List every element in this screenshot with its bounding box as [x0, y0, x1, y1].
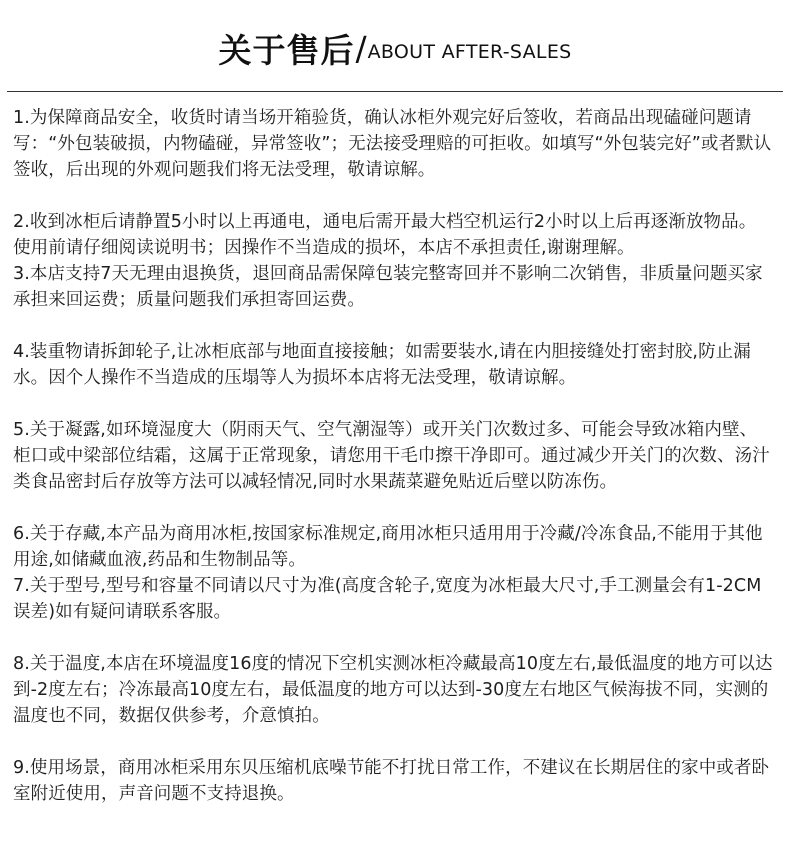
title-separator: /: [355, 28, 367, 68]
policy-item-1: 1.为保障商品安全，收货时请当场开箱验货，确认冰柜外观完好后签收，若商品出现磕碰问题请写：“外包装破损，内物磕碰，异常签收”；无法接受理赔的可拒收。如填写“外包装完好”或者默认签收，后出现的外观问题我们将无法受理，敬请谅解。: [13, 108, 772, 180]
policy-item-3: 3.本店支持7天无理由退换货，退回商品需保障包装完整寄回并不影响二次销售，非质量问题买家承担来回运费；质量问题我们承担寄回运费。: [13, 264, 763, 310]
policy-item-6: 6.关于存藏,本产品为商用冰柜,按国家标准规定,商用冰柜只适用用于冷藏/冷冻食品,不能用于其他用途,如储藏血液,药品和生物制品等。: [13, 524, 763, 570]
policy-item-4: 4.装重物请拆卸轮子,让冰柜底部与地面直接接触；如需要装水,请在内胆接缝处打密封胶,防止漏水。因个人操作不当造成的压塌等人为损坏本店将无法受理，敬请谅解。: [13, 342, 751, 388]
policy-item-9: 9.使用场景，商用冰柜采用东贝压缩机底噪节能不打扰日常工作，不建议在长期居住的家中或者卧室附近使用，声音问题不支持退换。: [13, 758, 770, 804]
page-title-english: ABOUT AFTER-SALES: [367, 41, 572, 63]
header-divider: [7, 91, 783, 92]
policy-item-2: 2.收到冰柜后请静置5小时以上再通电，通电后需开最大档空机运行2小时以上后再逐渐放物品。使用前请仔细阅读说明书；因操作不当造成的损坏，本店不承担责任,谢谢理解。: [13, 212, 757, 258]
policy-item-5: 5.关于凝露,如环境湿度大（阴雨天气、空气潮湿等）或开关门次数过多、可能会导致冰箱内壁、柜口或中梁部位结霜，这属于正常现象，请您用干毛巾擦干净即可。通过减少开关门的次数、汤汁类食品密封后存放等方法可以减轻情况,同时水果蔬菜避免贴近后壁以防冻伤。: [13, 420, 770, 492]
policy-item-7: 7.关于型号,型号和容量不同请以尺寸为准(高度含轮子,宽度为冰柜最大尺寸,手工测量会有1-2CM误差)如有疑问请联系客服。: [13, 576, 762, 622]
policy-item-8: 8.关于温度,本店在环境温度16度的情况下空机实测冰柜冷藏最高10度左右,最低温度的地方可以达到-2度左右；冷冻最高10度左右，最低温度的地方可以达到-30度左右地区气候海拔不同，实测的温度也不同，数据仅供参考，介意慎拍。: [13, 654, 773, 726]
page-title-chinese: 关于售后: [218, 30, 355, 70]
page-header: [0, 0, 790, 94]
policy-list: [13, 105, 773, 807]
